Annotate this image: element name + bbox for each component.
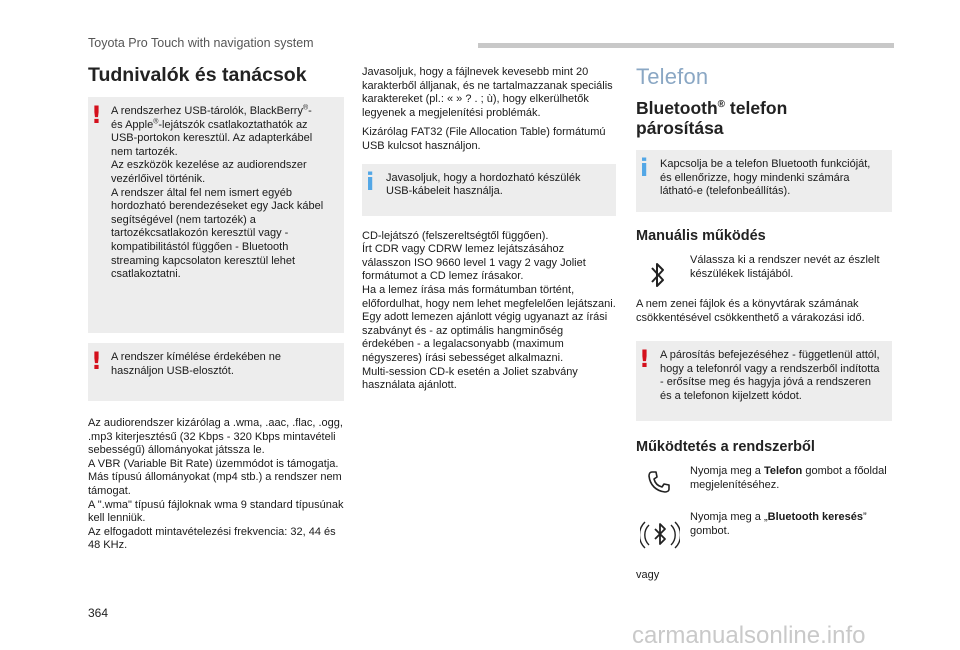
system-step-1: [636, 465, 892, 507]
pairing-heading: Bluetooth® telefon párosítása: [636, 98, 788, 138]
bluetooth-icon: [650, 260, 666, 295]
system-step-2: [636, 511, 892, 569]
info-icon: i: [366, 167, 375, 196]
formats-paragraph: Az audiorendszer kizárólag a .wma, .aac, .flac, .ogg, .mp3 kiterjesztésű (32 Kbps - 320 Kbps mintavételi sebességű) állományokat játssza le. A VBR (Variable Bit Rate) üzemmódot is támogatja. Más típusú állományokat (mp4 stb.) a rendszer nem támogat. A ".wma" típusú fájloknak wma 9 standard típusúnak kell lenniük. Az elfogadott mintavételezési frekvencia: 32, 44 és 48 KHz.: [88, 417, 344, 552]
column-left: [88, 64, 344, 553]
warning-text: A rendszer kímélése érdekében ne használjon USB-elosztót.: [111, 351, 281, 377]
warning-box: [88, 97, 344, 333]
warning-icon: !: [91, 347, 102, 375]
manual-step-text: Válassza ki a rendszer nevét az észlelt készülékek listájából.: [690, 254, 880, 280]
info-icon: i: [640, 154, 649, 182]
system-heading: Működtetés a rendszerből: [636, 439, 815, 456]
warning-icon: !: [91, 101, 102, 129]
manual-step: [636, 254, 892, 294]
cd-paragraph: CD-lejátszó (felszereltségtől függően). Írt CDR vagy CDRW lemez lejátszásához válasszon ISO 9660 level 1 vagy 2 vagy Joliet formátumot a CD lemez írásakor. Ha a lemez írása más formátumban történt, előfordulhat, hogy nem lehet megfelelően lejátszani. Egy adott lemezen ajánlott végig ugyanazt az írási szabványt és - az optimális hangminőség érdekében - a legalacsonyabb (maximum négyszeres) írási sebességet alkalmazni. Multi-session CD-k esetén a Joliet szabvány használata ajánlott.: [362, 229, 616, 392]
manual-heading: Manuális működés: [636, 228, 766, 244]
running-header: Toyota Pro Touch with navigation system: [88, 36, 314, 50]
warning-box: [636, 341, 892, 421]
system-step-1-text: Nyomja meg a Telefon gombot a főoldal megjelenítéséhez.: [690, 465, 887, 491]
warning-icon: !: [639, 345, 650, 374]
phone-icon: [646, 469, 672, 500]
bluetooth-search-icon: [640, 515, 680, 560]
watermark: carmanualsonline.info: [632, 622, 866, 649]
or-text: vagy: [636, 569, 660, 582]
warning-text: A rendszerhez USB-tárolók, BlackBerry®- és Apple®-lejátszók csatlakoztathatók az USB-portokon keresztül. Az adapterkábel nem tartozék. Az eszközök kezelése az audiorendszer vezérlőivel történik. A rendszer által fel nem ismert egyéb hordozható berendezéseket egy Jack kábel segítségével (nem tartozék) a tartozékcsatlakozón keresztül vagy - kompatibilitástól függően - Bluetooth streaming kapcsolaton keresztül lehet csatlakoztatni.: [111, 104, 324, 281]
warning-box-2: [88, 343, 344, 401]
system-step-2-text: Nyomja meg a „Bluetooth keresés” gombot.: [690, 511, 867, 537]
info-text: Javasoljuk, hogy a hordozható készülék USB-kábeleit használja.: [386, 171, 581, 198]
column-right: [636, 64, 892, 583]
page-number: 364: [88, 606, 109, 620]
section-title: Tudnivalók és tanácsok: [88, 64, 307, 86]
warning-text: A párosítás befejezéséhez - függetlenül attól, hogy a telefonról vagy a rendszerből indította - erősítse meg és hagyja jóvá a rendszeren és a telefonon kijelzett kódot.: [660, 349, 880, 402]
filename-paragraph: Javasoljuk, hogy a fájlnevek kevesebb mint 20 karakterből álljanak, és ne tartalmazzanak speciális karaktereket (pl.: « » ? . ; ù), hogy elkerülhetők legyenek a megjelenítési problémák.: [362, 66, 613, 119]
info-text: Kapcsolja be a telefon Bluetooth funkcióját, és ellenőrizze, hogy mindenki számára látható-e (telefonbeállítás).: [660, 158, 871, 198]
header-bar: [478, 43, 894, 48]
info-box: [362, 164, 616, 216]
column-middle: [362, 66, 616, 393]
chapter-title: Telefon: [636, 64, 709, 89]
fat32-paragraph: Kizárólag FAT32 (File Allocation Table) formátumú USB kulcsot használjon.: [362, 126, 606, 152]
info-box: [636, 150, 892, 212]
wait-time-paragraph: A nem zenei fájlok és a könyvtárak számának csökkentésével csökkenthető a várakozási idő.: [636, 298, 865, 324]
